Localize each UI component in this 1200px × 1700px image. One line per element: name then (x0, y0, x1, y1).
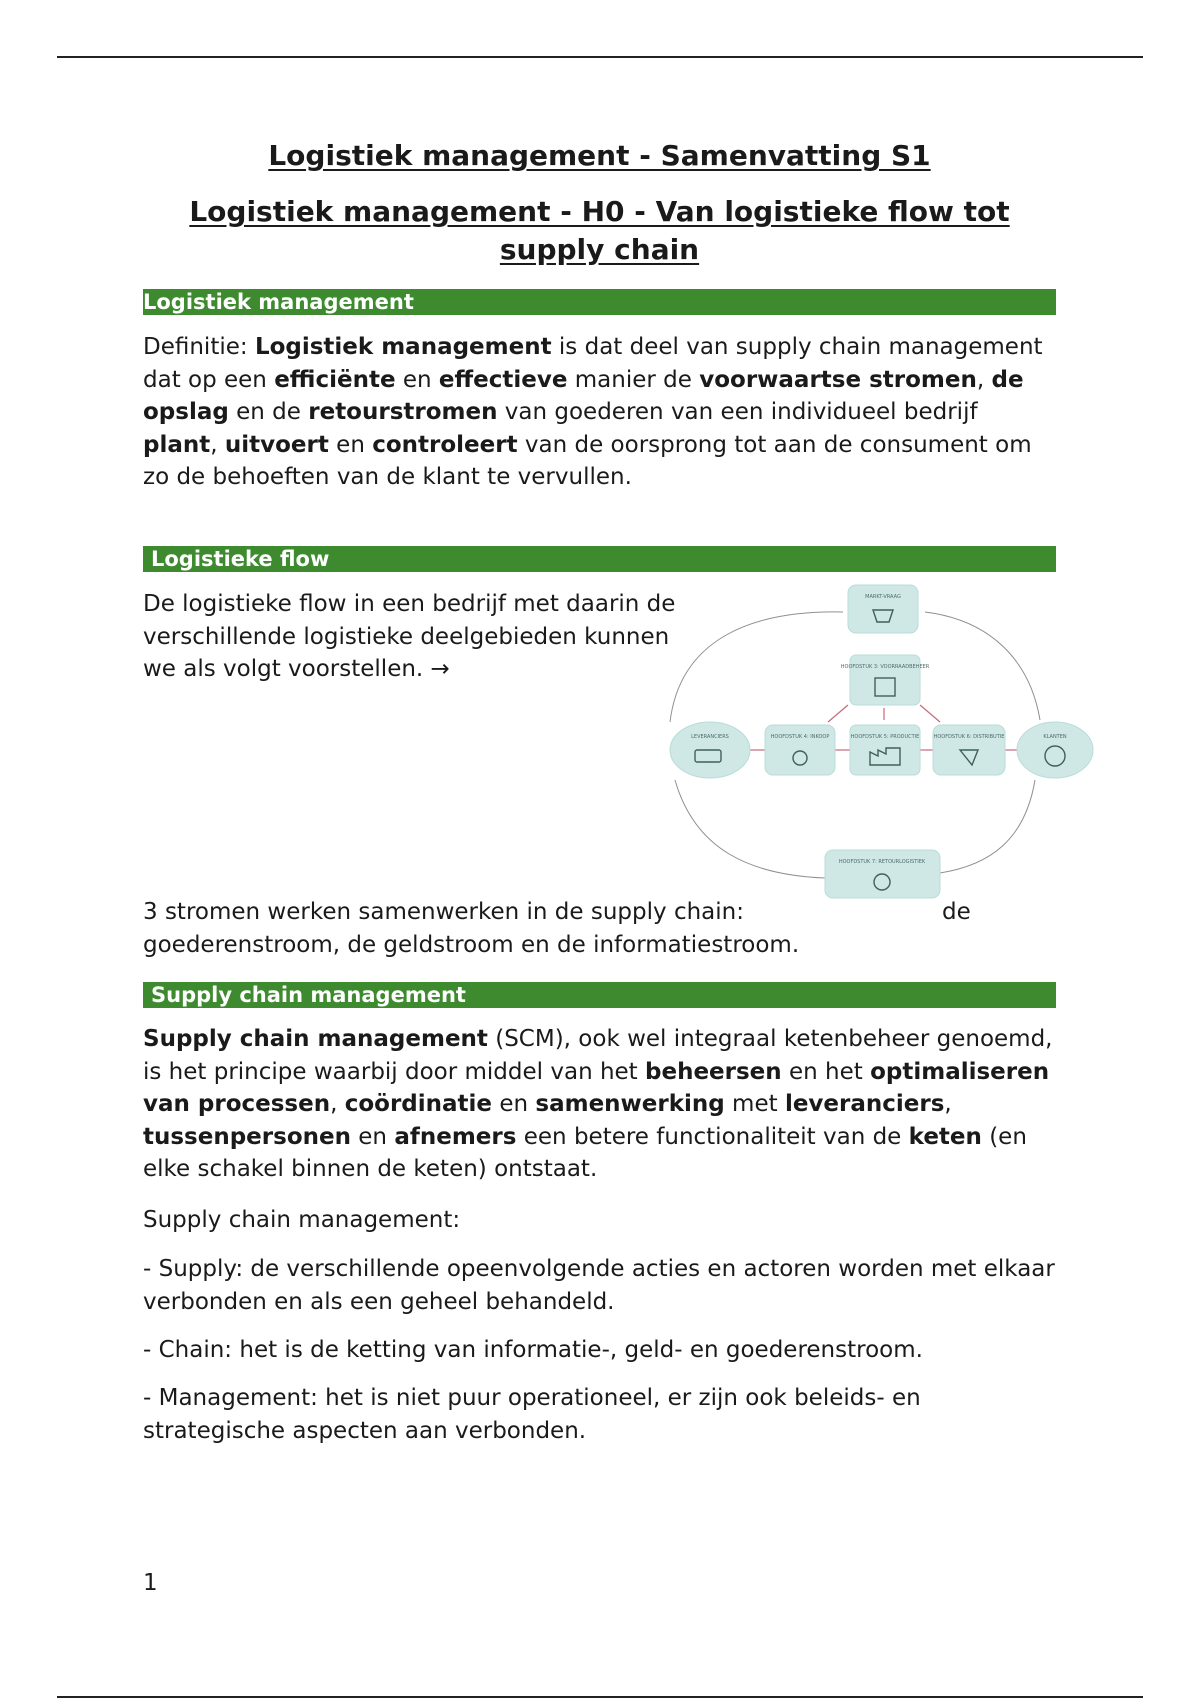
definition-logistiek-management: Definitie: Logistiek management is dat deel van supply chain management dat op een efficiënte en effectieve manier de voorwaartse stromen, de opslag en de retourstromen van goederen van een individueel bedrijf plant, uitvoert en controleert van de oorsprong tot aan de consument om zo de behoeften van de klant te vervullen. (143, 334, 1043, 490)
section-heading-logistieke-flow: Logistieke flow (143, 546, 1056, 572)
diagram-node-returns (825, 850, 940, 898)
diagram-node-distribution (933, 725, 1005, 775)
diagram-node-market (848, 585, 918, 633)
logistieke-flow-intro: De logistieke flow in een bedrijf met daarin de verschillende logistieke deelgebieden kunnen we als volgt voorstellen. → (143, 591, 676, 682)
diagram-node-customers (1017, 722, 1093, 778)
footer-rule (57, 1696, 1143, 1698)
diagram-node-production (850, 725, 920, 775)
chapter-title-line1: Logistiek management - H0 - Van logistieke flow tot (189, 195, 1010, 228)
three-streams-text: 3 stromen werken samenwerken in de supply chain: de goederenstroom, de geldstroom en de informatiestroom. (143, 899, 971, 958)
svg-text:MARKT-VRAAG: MARKT-VRAAG (865, 594, 901, 600)
header-rule (57, 56, 1143, 58)
svg-text:KLANTEN: KLANTEN (1043, 734, 1067, 740)
diagram-node-planning (841, 655, 930, 705)
svg-text:HOOFDSTUK 3: VOORRAADBEHEER: HOOFDSTUK 3: VOORRAADBEHEER (840, 664, 930, 670)
document-title: Logistiek management - Samenvatting S1 (268, 139, 931, 172)
section-heading-supply-chain-management: Supply chain management (143, 982, 1056, 1008)
svg-text:HOOFDSTUK 6: DISTRIBUTIE: HOOFDSTUK 6: DISTRIBUTIE (933, 734, 1005, 740)
scm-list-item-supply: - Supply: de verschillende opeenvolgende acties en actoren worden met elkaar verbonden en als een geheel behandeld. (143, 1256, 1055, 1315)
definition-scm: Supply chain management (SCM), ook wel integraal ketenbeheer genoemd, is het principe waarbij door middel van het beheersen en het optimaliseren van processen, coördinatie en samenwerking met leveranciers, tussenpersonen en afnemers een betere functionaliteit van de keten (en elke schakel binnen de keten) ontstaat. (143, 1026, 1053, 1182)
scm-list-item-management: - Management: het is niet puur operationeel, er zijn ook beleids- en strategische aspecten aan verbonden. (143, 1385, 921, 1444)
scm-list-item-chain: - Chain: het is de ketting van informatie-, geld- en goederenstroom. (143, 1337, 923, 1363)
diagram-node-suppliers (670, 722, 750, 778)
chapter-title-line2: supply chain (499, 233, 700, 266)
scm-list-title: Supply chain management: (143, 1207, 461, 1233)
logistic-flow-diagram (520, 580, 1100, 905)
svg-text:LEVERANCIERS: LEVERANCIERS (691, 734, 729, 740)
svg-text:HOOFDSTUK 4: INKOOP: HOOFDSTUK 4: INKOOP (770, 734, 830, 740)
page-number: 1 (143, 1570, 158, 1596)
chapter-title (143, 193, 1056, 269)
section-heading-logistiek-management: Logistiek management (143, 289, 1056, 315)
diagram-node-purchase (765, 725, 835, 775)
svg-text:HOOFDSTUK 7: RETOURLOGISTIEK: HOOFDSTUK 7: RETOURLOGISTIEK (838, 859, 926, 865)
svg-text:HOOFDSTUK 5: PRODUCTIE: HOOFDSTUK 5: PRODUCTIE (850, 734, 920, 740)
